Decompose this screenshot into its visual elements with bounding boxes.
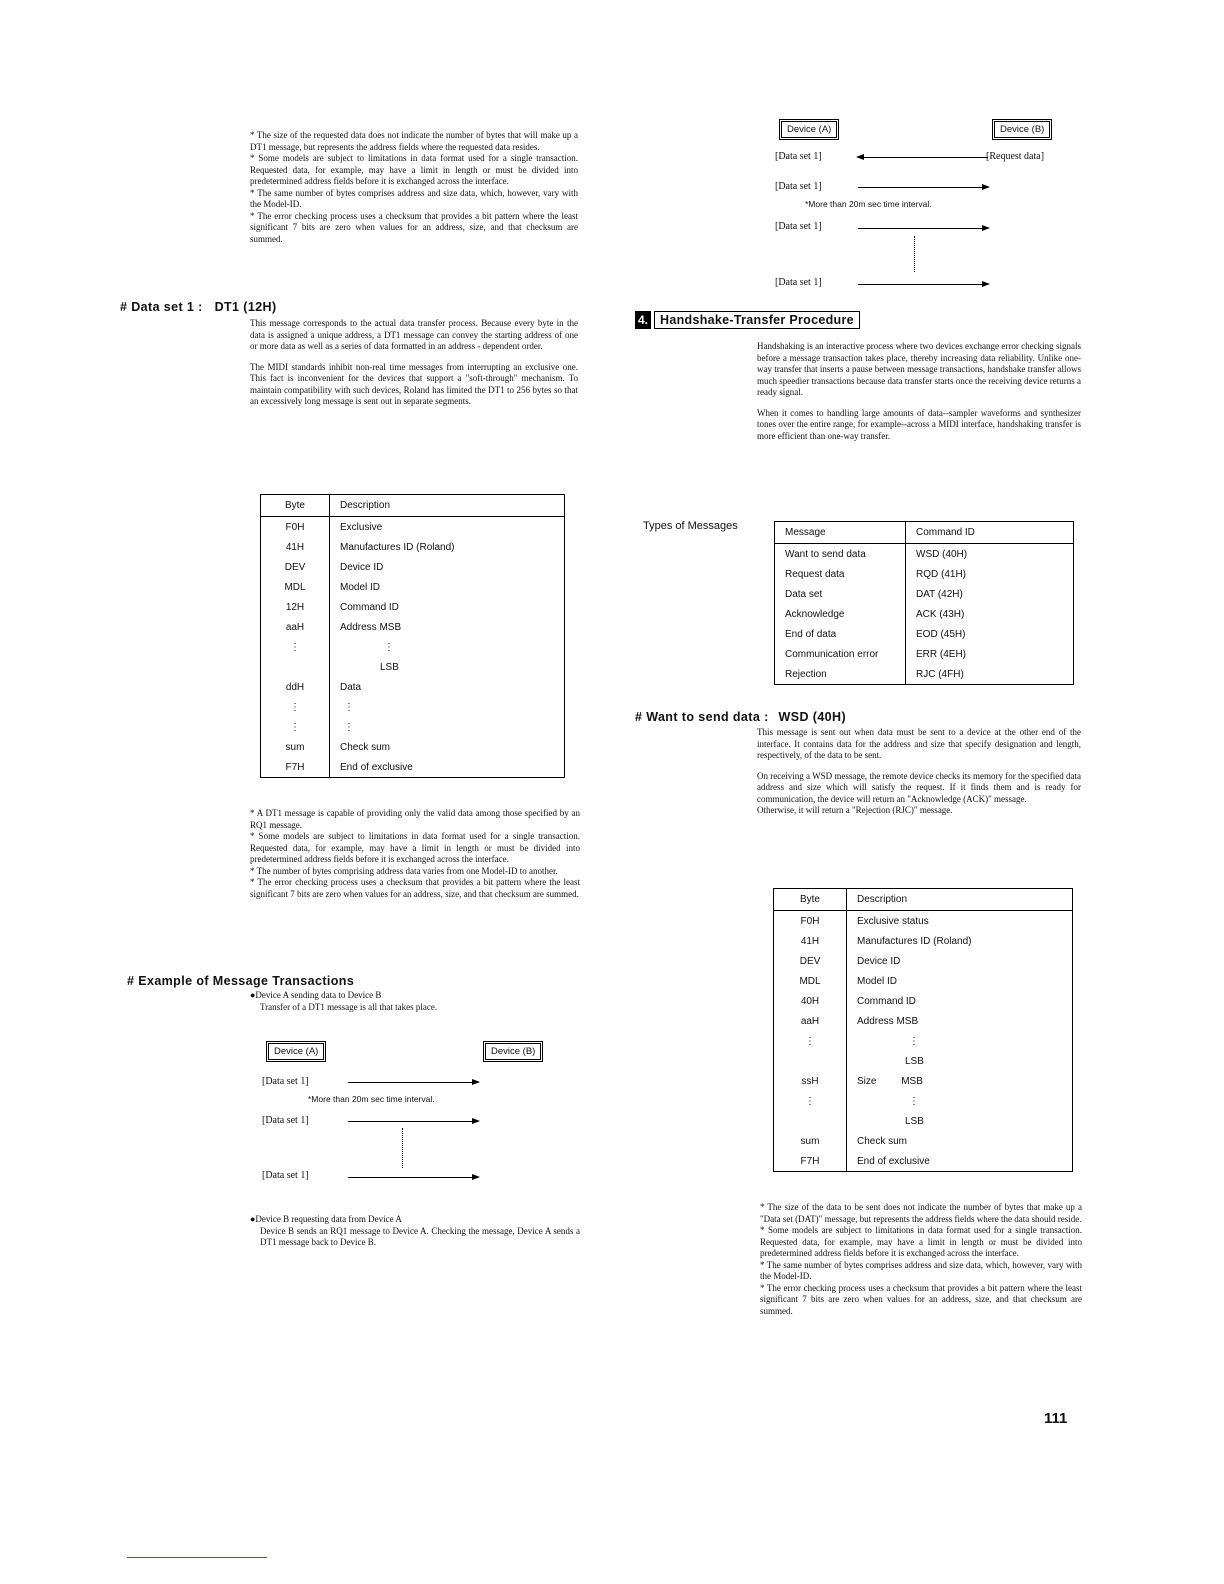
desc-cell: Command ID bbox=[340, 601, 399, 613]
note: * The same number of bytes comprises address and size data, which, however, vary with the Model-ID. bbox=[250, 187, 578, 209]
table-row bbox=[774, 971, 1073, 991]
handshake-para2: When it comes to handling large amounts of data--sampler waveforms and synthesizer tones over the entire range, for example--across a MIDI interface, handshaking transfer is more efficient than one-way transfer. bbox=[757, 407, 1081, 441]
right-arrow bbox=[858, 284, 988, 285]
bullet1-text: Transfer of a DT1 message is all that takes place. bbox=[260, 1001, 438, 1012]
desc-cell: ⋮ bbox=[909, 1095, 919, 1107]
continuation-dots bbox=[402, 1128, 403, 1168]
note: * The number of bytes comprising address data varies from one Model-ID to another. bbox=[250, 865, 558, 876]
message-cell: Acknowledge bbox=[775, 604, 906, 624]
table-row bbox=[774, 1071, 1073, 1091]
table-header-row bbox=[261, 495, 565, 517]
right-arrow bbox=[348, 1121, 478, 1122]
note: * Some models are subject to limitations in data format used for a single transaction. Requested data, for example, may have a limit in length or must be divided into predetermined address fields before it is exchanged across the interface. bbox=[250, 831, 580, 864]
note: * The error checking process uses a checksum that provides a bit pattern where the least significant 7 bits are zero when values for an address, size, and that checksum are summed. bbox=[250, 877, 580, 899]
section-number: 4. bbox=[635, 311, 651, 329]
table-row bbox=[774, 1011, 1073, 1031]
data-set-label: [Data set 1] bbox=[775, 221, 822, 232]
desc-cell: Device ID bbox=[857, 955, 901, 967]
desc-cell: End of exclusive bbox=[857, 1155, 930, 1167]
header-command: Command ID bbox=[906, 522, 1074, 544]
example-bullet2 bbox=[250, 1214, 580, 1249]
desc-cell: Device ID bbox=[340, 561, 384, 573]
desc-cell: Command ID bbox=[857, 995, 916, 1007]
byte-cell: ⋮ bbox=[261, 697, 330, 717]
desc-cell: ⋮ bbox=[384, 641, 394, 653]
table-row bbox=[775, 604, 1074, 624]
table-row bbox=[261, 737, 565, 757]
right-arrow bbox=[348, 1082, 478, 1083]
data-set-label: [Data set 1] bbox=[775, 181, 822, 192]
table-row bbox=[261, 597, 565, 617]
byte-cell: aaH bbox=[774, 1011, 847, 1031]
table-row bbox=[774, 1111, 1073, 1131]
table-row bbox=[261, 677, 565, 697]
header-byte: Byte bbox=[261, 495, 330, 517]
table-header-row bbox=[775, 522, 1074, 544]
byte-cell: ddH bbox=[261, 677, 330, 697]
table-row bbox=[261, 657, 565, 677]
header-message: Message bbox=[775, 522, 906, 544]
command-cell: EOD (45H) bbox=[916, 628, 966, 640]
byte-cell: MDL bbox=[261, 577, 330, 597]
desc-cell: Model ID bbox=[857, 975, 898, 987]
byte-cell: F7H bbox=[261, 757, 330, 778]
top-notes bbox=[250, 130, 578, 245]
message-cell: Want to send data bbox=[775, 544, 906, 565]
desc-cell: Check sum bbox=[340, 741, 391, 753]
table-row bbox=[775, 624, 1074, 644]
table-row bbox=[261, 697, 565, 717]
dt1-para1: This message corresponds to the actual data transfer process. Because every byte in the data is assigned a unique address, a DT1 message can convey the starting address of one or more data as well as a series of data formatted in an address - dependent order. bbox=[250, 318, 578, 351]
note: * The same number of bytes comprises address and size data, which, however, vary with the Model-ID. bbox=[760, 1259, 1082, 1281]
byte-cell bbox=[261, 657, 330, 677]
note: * The error checking process uses a checksum that provides a bit pattern where the least significant 7 bits are zero when values for an address, size, and that checksum are summed. bbox=[250, 210, 578, 244]
desc-cell: Exclusive bbox=[340, 521, 383, 533]
handshake-heading bbox=[635, 311, 860, 329]
byte-cell: DEV bbox=[774, 951, 847, 971]
dt1-description bbox=[250, 318, 578, 417]
header-byte: Byte bbox=[774, 889, 847, 911]
table-row bbox=[774, 1051, 1073, 1071]
table-row bbox=[261, 757, 565, 778]
desc-cell: Exclusive status bbox=[857, 915, 929, 927]
handshake-description bbox=[757, 341, 1081, 451]
byte-cell: F7H bbox=[774, 1151, 847, 1172]
types-label: Types of Messages bbox=[643, 520, 738, 532]
footnote-rule bbox=[127, 1557, 267, 1558]
desc-cell: Data bbox=[340, 681, 362, 693]
byte-cell: ssH bbox=[774, 1071, 847, 1091]
desc-cell: ⋮ bbox=[344, 721, 354, 733]
left-arrow bbox=[858, 157, 988, 158]
table-row bbox=[774, 951, 1073, 971]
continuation-dots bbox=[914, 236, 915, 272]
table-row bbox=[775, 564, 1074, 584]
handshake-para1: Handshaking is an interactive process where two devices exchange error checking signals before a message transaction takes place, thereby increasing data reliability. Unlike one-way transfer that inserts a pause between message transactions, handshake transfer allows much speedier transactions because data transfer starts once the receiving device returns a ready signal. bbox=[757, 341, 1081, 397]
dt1-byte-table bbox=[260, 494, 565, 778]
device-b-box: Device (B) bbox=[485, 1043, 541, 1060]
byte-cell bbox=[774, 1051, 847, 1071]
desc-cell: Address MSB bbox=[340, 621, 402, 633]
byte-cell: aaH bbox=[261, 617, 330, 637]
right-arrow bbox=[348, 1177, 478, 1178]
interval-note: *More than 20m sec time interval. bbox=[308, 1094, 435, 1104]
dt1-heading-title: DT1 (12H) bbox=[214, 300, 277, 314]
desc-cell: Size MSB bbox=[857, 1075, 923, 1087]
bullet2-text: Device B sends an RQ1 message to Device A. Checking the message, Device A sends a DT1 message back to Device B. bbox=[260, 1225, 580, 1247]
byte-cell: ⋮ bbox=[774, 1031, 847, 1051]
message-cell: Communication error bbox=[775, 644, 906, 664]
byte-cell: sum bbox=[261, 737, 330, 757]
dt1-heading-prefix: # Data set 1 : bbox=[120, 300, 203, 314]
table-row bbox=[261, 517, 565, 538]
note: * Some models are subject to limitations in data format used for a single transaction. Requested data, for example, may have a limit in length or must be divided into predetermined address fields before it is exchanged across the interface. bbox=[250, 153, 578, 186]
table-row bbox=[774, 1091, 1073, 1111]
table-row bbox=[261, 557, 565, 577]
header-description: Description bbox=[330, 495, 565, 517]
command-cell: DAT (42H) bbox=[916, 588, 963, 600]
right-arrow bbox=[858, 187, 988, 188]
dt1-notes bbox=[250, 808, 580, 900]
note: * The size of the data to be sent does not indicate the number of bytes that make up a "Data set (DAT)" message, but represents the address fields where the data should reside. bbox=[760, 1202, 1082, 1224]
byte-cell: DEV bbox=[261, 557, 330, 577]
command-cell: ACK (43H) bbox=[916, 608, 965, 620]
example-bullet1 bbox=[250, 990, 580, 1013]
byte-cell: 12H bbox=[261, 597, 330, 617]
table-row bbox=[261, 577, 565, 597]
command-cell: RQD (41H) bbox=[916, 568, 967, 580]
wsd-byte-table bbox=[773, 888, 1073, 1172]
example-heading: # Example of Message Transactions bbox=[127, 974, 355, 988]
note: * The size of the requested data does not indicate the number of bytes that will make up a DT1 message, but represents the address fields where the requested data resides. bbox=[250, 130, 578, 152]
byte-cell: ⋮ bbox=[774, 1091, 847, 1111]
data-set-label: [Data set 1] bbox=[775, 277, 822, 288]
message-cell: Data set bbox=[775, 584, 906, 604]
note: * Some models are subject to limitations in data format used for a single transaction. Requested data, for example, may have a limit in length or must be divided into predetermined address fields before it is exchanged across the interface. bbox=[760, 1225, 1082, 1258]
data-set-label: [Data set 1] bbox=[262, 1115, 309, 1126]
table-row bbox=[261, 637, 565, 657]
byte-cell: 40H bbox=[774, 991, 847, 1011]
desc-cell: LSB bbox=[905, 1115, 924, 1127]
byte-cell: ⋮ bbox=[261, 637, 330, 657]
device-a-box: Device (A) bbox=[781, 121, 837, 138]
wsd-notes bbox=[760, 1202, 1082, 1317]
table-row bbox=[774, 931, 1073, 951]
table-row bbox=[261, 537, 565, 557]
desc-cell: LSB bbox=[905, 1055, 924, 1067]
header-description: Description bbox=[847, 889, 1073, 911]
table-row bbox=[775, 544, 1074, 565]
byte-cell: sum bbox=[774, 1131, 847, 1151]
command-cell: WSD (40H) bbox=[916, 548, 968, 560]
wsd-heading-prefix: # Want to send data : bbox=[635, 710, 769, 724]
wsd-para1: This message is sent out when data must be sent to a device at the other end of the interface. It contains data for the address and size that specify designation and length, respectively, of the data to be sent. bbox=[757, 727, 1081, 760]
data-set-label: [Data set 1] bbox=[262, 1076, 309, 1087]
command-cell: ERR (4EH) bbox=[916, 648, 967, 660]
desc-cell: LSB bbox=[380, 661, 399, 673]
desc-cell: ⋮ bbox=[909, 1035, 919, 1047]
wsd-heading bbox=[635, 710, 846, 724]
table-row bbox=[774, 1151, 1073, 1172]
desc-cell: Model ID bbox=[340, 581, 381, 593]
table-row bbox=[261, 617, 565, 637]
wsd-para3: Otherwise, it will return a "Rejection (RJC)" message. bbox=[757, 805, 953, 815]
interval-note: *More than 20m sec time interval. bbox=[805, 199, 932, 209]
device-b-box: Device (B) bbox=[994, 121, 1050, 138]
byte-cell: 41H bbox=[261, 537, 330, 557]
bullet1-title: ●Device A sending data to Device B bbox=[250, 990, 382, 1000]
command-cell: RJC (4FH) bbox=[916, 668, 964, 680]
wsd-description bbox=[757, 727, 1081, 826]
byte-cell: MDL bbox=[774, 971, 847, 991]
byte-cell: ⋮ bbox=[261, 717, 330, 737]
table-row bbox=[774, 1031, 1073, 1051]
table-row bbox=[775, 584, 1074, 604]
wsd-heading-title: WSD (40H) bbox=[778, 710, 847, 724]
right-arrow bbox=[858, 228, 988, 229]
request-label: [Request data] bbox=[986, 151, 1045, 162]
data-set-label: [Data set 1] bbox=[775, 151, 822, 162]
device-a-box: Device (A) bbox=[268, 1043, 324, 1060]
table-row bbox=[774, 911, 1073, 932]
data-set-label: [Data set 1] bbox=[262, 1170, 309, 1181]
message-cell: End of data bbox=[775, 624, 906, 644]
desc-cell: ⋮ bbox=[344, 701, 354, 713]
page-number: 111 bbox=[1044, 1410, 1068, 1427]
message-cell: Request data bbox=[775, 564, 906, 584]
byte-cell bbox=[774, 1111, 847, 1131]
byte-cell: F0H bbox=[261, 517, 330, 538]
bullet2-title: ●Device B requesting data from Device A bbox=[250, 1214, 402, 1224]
desc-cell: End of exclusive bbox=[340, 761, 413, 773]
table-row bbox=[774, 1131, 1073, 1151]
byte-cell: 41H bbox=[774, 931, 847, 951]
desc-cell: Address MSB bbox=[857, 1015, 919, 1027]
dt1-para2: The MIDI standards inhibit non-real time messages from interrupting an exclusive one. This fact is inconvenient for the devices that support a "soft-through" mechanism. To maintain compatibility with such devices, Roland has limited the DT1 to 256 bytes so that an excessively long message is sent out in separate segments. bbox=[250, 361, 578, 406]
note: * A DT1 message is capable of providing only the valid data among those specified by an RQ1 message. bbox=[250, 808, 580, 830]
desc-cell: Manufactures ID (Roland) bbox=[857, 935, 972, 947]
desc-cell: Check sum bbox=[857, 1135, 908, 1147]
byte-cell: F0H bbox=[774, 911, 847, 932]
table-row bbox=[775, 644, 1074, 664]
wsd-para2: On receiving a WSD message, the remote device checks its memory for the specified data address and size which will satisfy the request. If it finds them and is ready for communication, the device will return an "Acknowledge (ACK)" message. bbox=[757, 770, 1081, 804]
desc-cell: Manufactures ID (Roland) bbox=[340, 541, 455, 553]
message-types-table bbox=[774, 521, 1074, 685]
table-row bbox=[261, 717, 565, 737]
note: * The error checking process uses a checksum that provides a bit pattern where the least significant 7 bits are zero when values for an address, size, and that checksum are summed. bbox=[760, 1282, 1082, 1316]
table-row bbox=[775, 664, 1074, 685]
section-title: Handshake-Transfer Procedure bbox=[654, 311, 860, 329]
message-cell: Rejection bbox=[775, 664, 906, 685]
table-header-row bbox=[774, 889, 1073, 911]
dt1-heading bbox=[120, 300, 277, 314]
table-row bbox=[774, 991, 1073, 1011]
